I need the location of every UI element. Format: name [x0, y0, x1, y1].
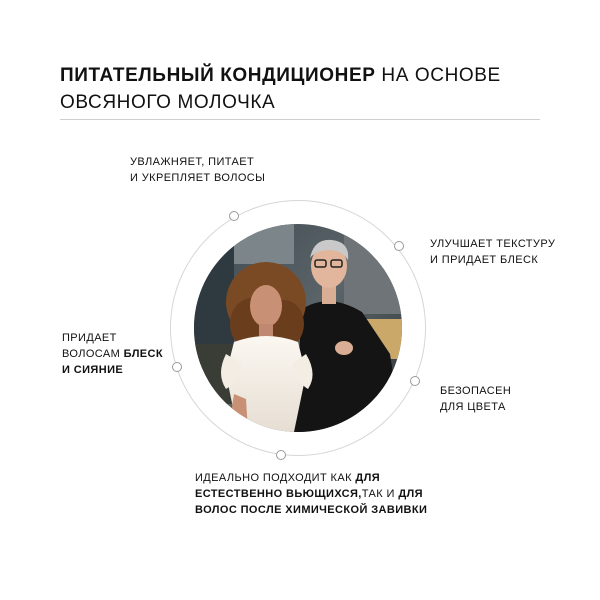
feature-ideal-bold-2: ЕСТЕСТВЕННО ВЬЮЩИХСЯ,	[195, 488, 362, 500]
ring-dot-right-top	[394, 241, 404, 251]
feature-shine-line-2	[62, 346, 163, 362]
feature-color-safe-line-1: БЕЗОПАСЕН	[440, 385, 512, 397]
feature-ideal-line-1	[195, 470, 427, 486]
feature-shine	[62, 330, 163, 378]
feature-ideal-plain-1: ИДЕАЛЬНО ПОДХОДИТ КАК	[195, 472, 352, 484]
ring-dot-right-bottom	[410, 376, 420, 386]
feature-shine-line-3	[62, 362, 163, 378]
title-divider	[60, 119, 540, 120]
feature-ideal-line-2	[195, 486, 427, 502]
ring-dot-left	[172, 362, 182, 372]
feature-shine-plain: ВОЛОСАМ	[62, 348, 121, 360]
feature-ideal-bold-3: ДЛЯ	[398, 488, 423, 500]
title-bold: ПИТАТЕЛЬНЫЙ КОНДИЦИОНЕР	[60, 65, 376, 86]
feature-moisturize-line-2: И УКРЕПЛЯЕТ ВОЛОСЫ	[130, 172, 266, 184]
feature-color-safe-line-2: ДЛЯ ЦВЕТА	[440, 401, 506, 413]
feature-shine-line-1: ПРИДАЕТ	[62, 332, 117, 344]
title-line-2: ОВСЯНОГО МОЛОЧКА	[60, 92, 276, 113]
feature-color-safe	[440, 383, 511, 415]
ring-dot-bottom	[276, 450, 286, 460]
feature-moisturize	[130, 154, 265, 186]
feature-ideal	[195, 470, 427, 518]
feature-shine-bold-2: И СИЯНИЕ	[62, 364, 124, 376]
feature-ideal-line-3	[195, 502, 427, 518]
feature-shine-bold: БЛЕСК	[123, 348, 164, 360]
feature-ideal-bold-4: ВОЛОС ПОСЛЕ ХИМИЧЕСКОЙ ЗАВИВКИ	[195, 504, 428, 516]
feature-texture	[430, 236, 555, 268]
feature-ideal-bold-1: ДЛЯ	[355, 472, 381, 484]
feature-texture-line-2: И ПРИДАЕТ БЛЕСК	[430, 254, 539, 266]
title-line-1	[60, 62, 540, 89]
feature-texture-line-1: УЛУЧШАЕТ ТЕКСТУРУ	[430, 238, 556, 250]
page-title	[60, 62, 540, 116]
feature-moisturize-line-1: УВЛАЖНЯЕТ, ПИТАЕТ	[130, 156, 255, 168]
ring-dot-top	[229, 211, 239, 221]
title-rest: НА ОСНОВЕ	[381, 65, 501, 86]
models-photo	[194, 224, 402, 432]
feature-ideal-plain-2: ТАК И	[361, 488, 395, 500]
